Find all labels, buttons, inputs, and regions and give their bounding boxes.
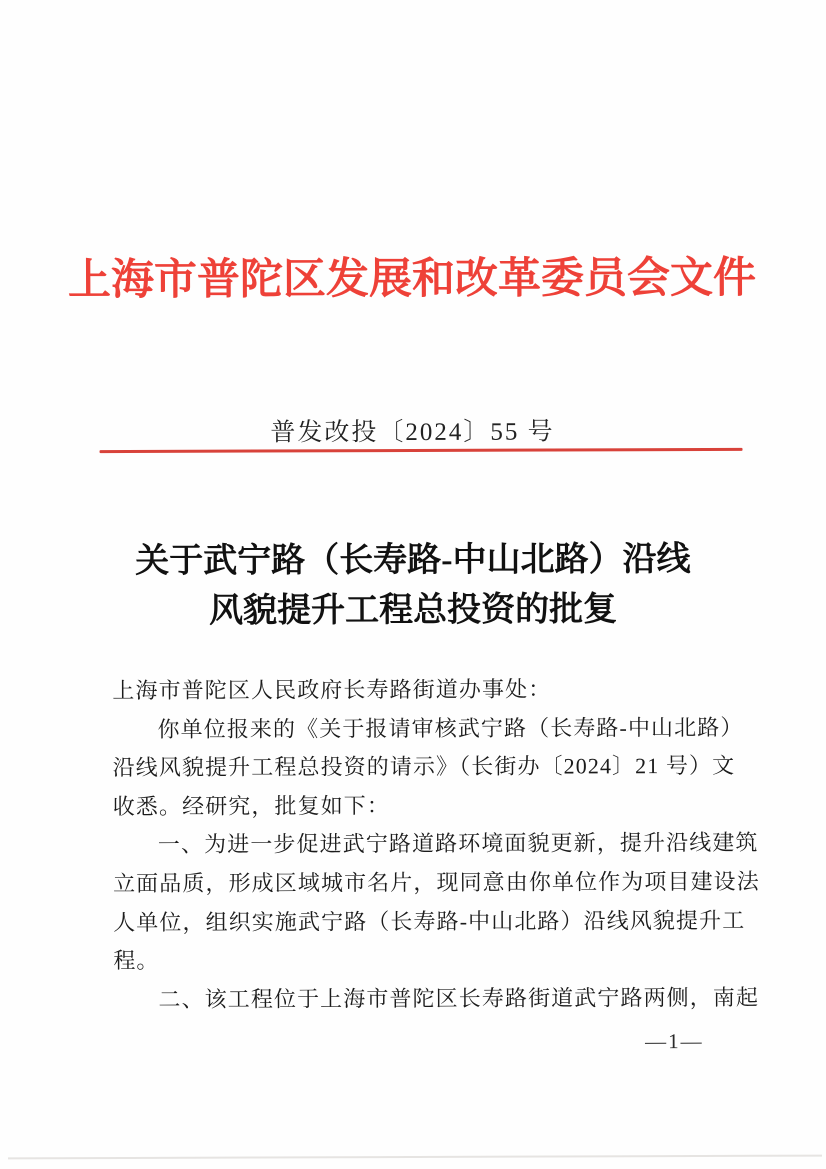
body-line: 程。 xyxy=(113,948,160,974)
body-line: 人单位，组织实施武宁路（长寿路-中山北路）沿线风貌提升工 xyxy=(113,907,746,935)
body-line-addressee: 上海市普陀区人民政府长寿路街道办事处： xyxy=(112,676,552,704)
body-line: 收悉。经研究，批复如下： xyxy=(112,792,391,819)
document-title-line2: 风貌提升工程总投资的批复 xyxy=(209,591,618,630)
document-header-org-title: 上海市普陀区发展和改革委员会文件 xyxy=(67,254,757,305)
scan-paper-edge xyxy=(8,1155,822,1160)
document-reference-number: 普发改投〔2024〕55 号 xyxy=(270,418,555,447)
page-number: —1— xyxy=(645,1028,704,1054)
body-line: 一、为进一步促进武宁路道路环境面貌更新，提升沿线建筑 xyxy=(157,830,759,858)
document-title-line1: 关于武宁路（长寿路-中山北路）沿线 xyxy=(135,541,691,580)
document-body xyxy=(112,670,760,1020)
body-line: 沿线风貌提升工程总投资的请示》（长街办〔2024〕21 号）文 xyxy=(112,753,736,781)
body-line: 立面品质，形成区域城市名片，现同意由你单位作为项目建设法 xyxy=(112,868,760,897)
body-line: 二、该工程位于上海市普陀区长寿路街道武宁路两侧，南起 xyxy=(158,984,760,1012)
document-title xyxy=(0,535,826,638)
body-line: 你单位报来的《关于报请审核武宁路（长寿路-中山北路） xyxy=(157,714,744,742)
